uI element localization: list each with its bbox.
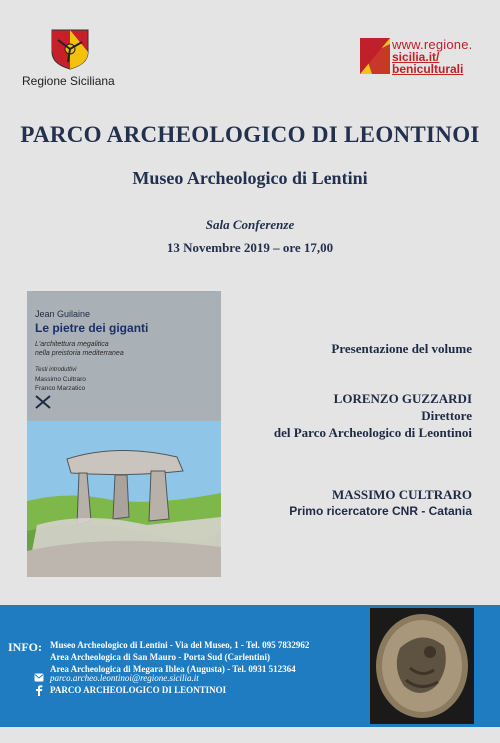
beniculturali-url-line3: beniculturali bbox=[392, 62, 464, 76]
info-line-museum: Museo Archeologico di Lentini - Via del Museo, 1 - Tel. 095 7832962 bbox=[50, 640, 310, 650]
event-venue: Sala Conferenze bbox=[205, 217, 295, 232]
ancient-coin-image bbox=[370, 608, 474, 724]
beniculturali-flag-icon bbox=[360, 38, 390, 74]
facebook-link[interactable]: PARCO ARCHEOLOGICO DI LEONTINOI bbox=[50, 685, 227, 695]
beniculturali-url-line1: www.regione. bbox=[392, 37, 473, 52]
dolmen-illustration bbox=[27, 421, 221, 577]
book-title: Le pietre dei giganti bbox=[35, 321, 149, 335]
speaker2-role: Primo ricercatore CNR - Catania bbox=[289, 504, 472, 518]
page-title: PARCO ARCHEOLOGICO DI LEONTINOI bbox=[20, 122, 480, 147]
book-intro-name1: Massimo Cultraro bbox=[35, 376, 86, 383]
book-subtitle-line2: nella preistoria mediterranea bbox=[35, 350, 124, 357]
book-cover-header bbox=[27, 291, 221, 421]
facebook-icon bbox=[34, 685, 44, 696]
page-subtitle: Museo Archeologico di Lentini bbox=[132, 168, 368, 188]
book-cover bbox=[27, 291, 221, 577]
speaker1-role-line2: del Parco Archeologico di Leontinoi bbox=[273, 425, 472, 440]
info-label: INFO: bbox=[8, 640, 42, 654]
book-author: Jean Guilaine bbox=[35, 309, 91, 319]
speaker2-name: MASSIMO CULTRARO bbox=[331, 487, 472, 502]
book-subtitle-line1: L'architettura megalitica bbox=[35, 341, 109, 348]
speaker1-name: LORENZO GUZZARDI bbox=[333, 391, 472, 406]
email-icon bbox=[34, 673, 44, 682]
email-link[interactable]: parco.archeo.leontinoi@regione.sicilia.it bbox=[50, 673, 199, 683]
beniculturali-url-line2: sicilia.it/ bbox=[392, 50, 440, 64]
info-line-san-mauro: Area Archeologica di San Mauro - Porta Sud (Carlentini) bbox=[50, 652, 270, 662]
beniculturali-logo[interactable] bbox=[360, 38, 478, 74]
publisher-logo-icon bbox=[35, 395, 51, 409]
book-intro-name2: Franco Marzatico bbox=[35, 385, 86, 392]
presentation-label: Presentazione del volume bbox=[331, 341, 472, 356]
speaker1-role-line1: Direttore bbox=[421, 408, 472, 423]
event-date: 13 Novembre 2019 – ore 17,00 bbox=[166, 240, 334, 255]
regione-siciliana-shield-icon bbox=[50, 28, 90, 70]
region-label: Regione Siciliana bbox=[22, 74, 115, 88]
info-line-megara: Area Archeologica di Megara Iblea (Augusta) - Tel. 0931 512364 bbox=[50, 664, 296, 674]
book-intro-label: Testi introduttivi bbox=[35, 367, 77, 373]
